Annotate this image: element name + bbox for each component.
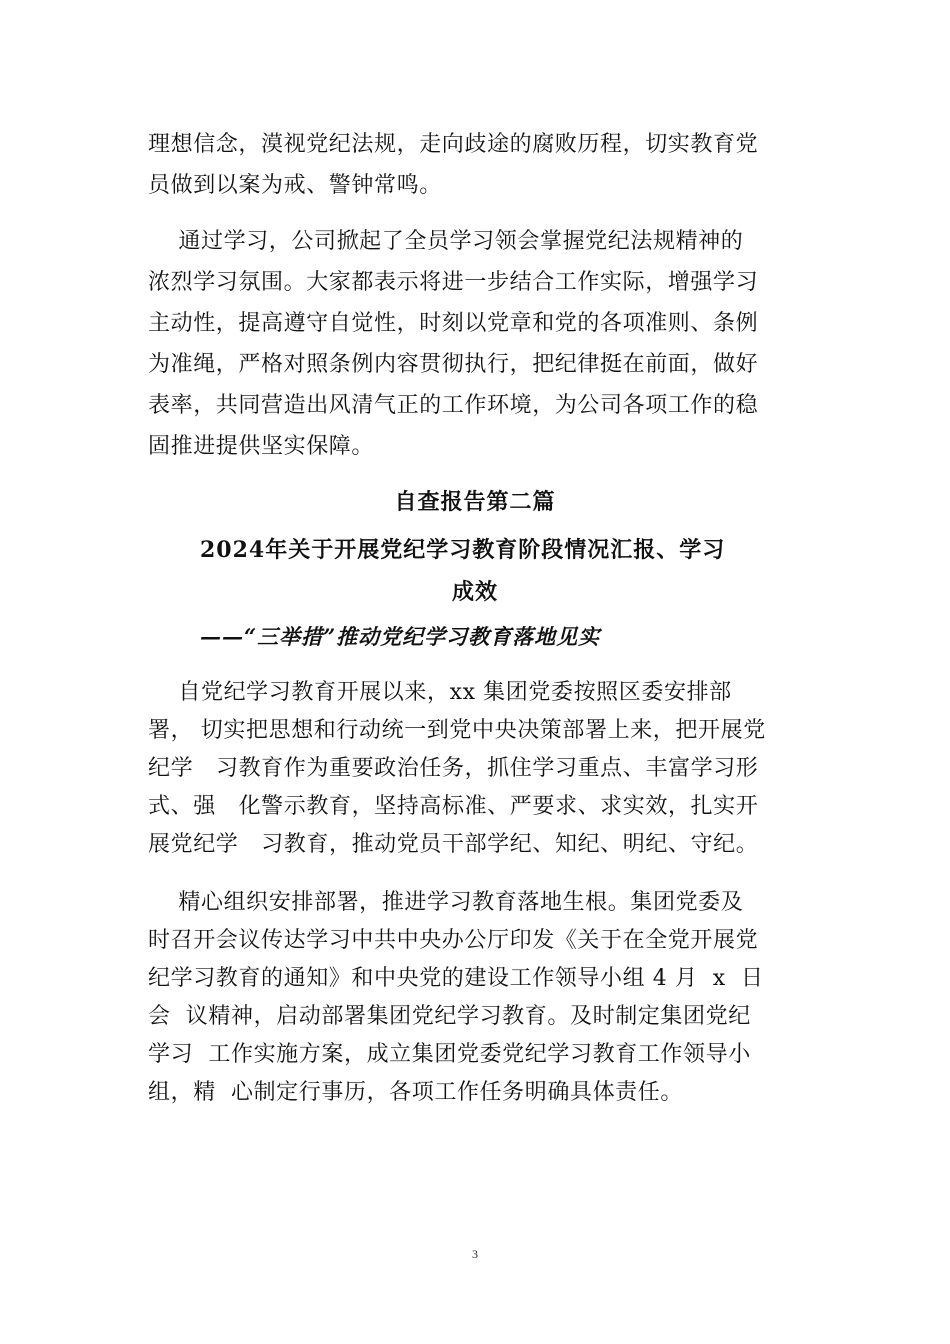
paragraph-2-line: 浓烈学习氛围。大家都表示将进一步结合工作实际，增强学习 xyxy=(148,270,759,295)
paragraph-3-line: 署， 切实把思想和行动统一到党中央决策部署上来，把开展党 xyxy=(148,718,766,743)
paragraph-3-line: 展党纪学 习教育，推动党员干部学纪、知纪、明纪、守纪。 xyxy=(148,832,759,857)
paragraph-4-line: 会 议精神，启动部署集团党纪学习教育。及时制定集团党纪 xyxy=(148,1004,751,1029)
paragraph-2-line: 主动性，提高遵守自觉性，时刻以党章和党的各项准则、条例 xyxy=(148,311,759,336)
paragraph-2-line: 固推进提供坚实保障。 xyxy=(148,434,375,459)
paragraph-4-line: 时召开会议传达学习中共中央办公厅印发《关于在全党开展党 xyxy=(148,928,759,953)
paragraph-3-line: 自党纪学习教育开展以来，xx 集团党委按照区委安排部 xyxy=(148,680,732,705)
page-number: 3 xyxy=(472,1247,478,1261)
paragraph-3-line: 式、强 化警示教育，坚持高标准、严要求、求实效，扎实开 xyxy=(148,794,759,819)
paragraph-2-line: 表率，共同营造出风清气正的工作环境，为公司各项工作的稳 xyxy=(148,393,759,418)
paragraph-4-line: 组，精 心制定行事历，各项工作任务明确具体责任。 xyxy=(148,1080,683,1105)
paragraph-4-line: 学习 工作实施方案，成立集团党委党纪学习教育工作领导小 xyxy=(148,1042,751,1067)
paragraph-4-line: 纪学习教育的通知》和中央党的建设工作领导小组 4 月 x 日 xyxy=(148,966,764,991)
paragraph-1-line: 员做到以案为戒、警钟常鸣。 xyxy=(148,173,442,198)
paragraph-1-line: 理想信念，漠视党纪法规，走向歧途的腐败历程，切实教育党 xyxy=(148,132,759,157)
paragraph-2-line: 为准绳，严格对照条例内容贯彻执行，把纪律挺在前面，做好 xyxy=(148,352,759,377)
paragraph-2-line: 通过学习，公司掀起了全员学习领会掌握党纪法规精神的 xyxy=(148,229,744,254)
paragraph-4-line: 精心组织安排部署，推进学习教育落地生根。集团党委及 xyxy=(148,890,744,915)
report-title-line-1: 2024年关于开展党纪学习教育阶段情况汇报、学习 xyxy=(200,537,726,563)
report-title-line-2: 成效 xyxy=(451,579,498,605)
report-subtitle: ——“三举措”推动党纪学习教育落地见实 xyxy=(200,624,601,649)
paragraph-3-line: 纪学 习教育作为重要政治任务，抓住学习重点、丰富学习形 xyxy=(148,756,759,781)
section-heading: 自查报告第二篇 xyxy=(394,489,556,515)
